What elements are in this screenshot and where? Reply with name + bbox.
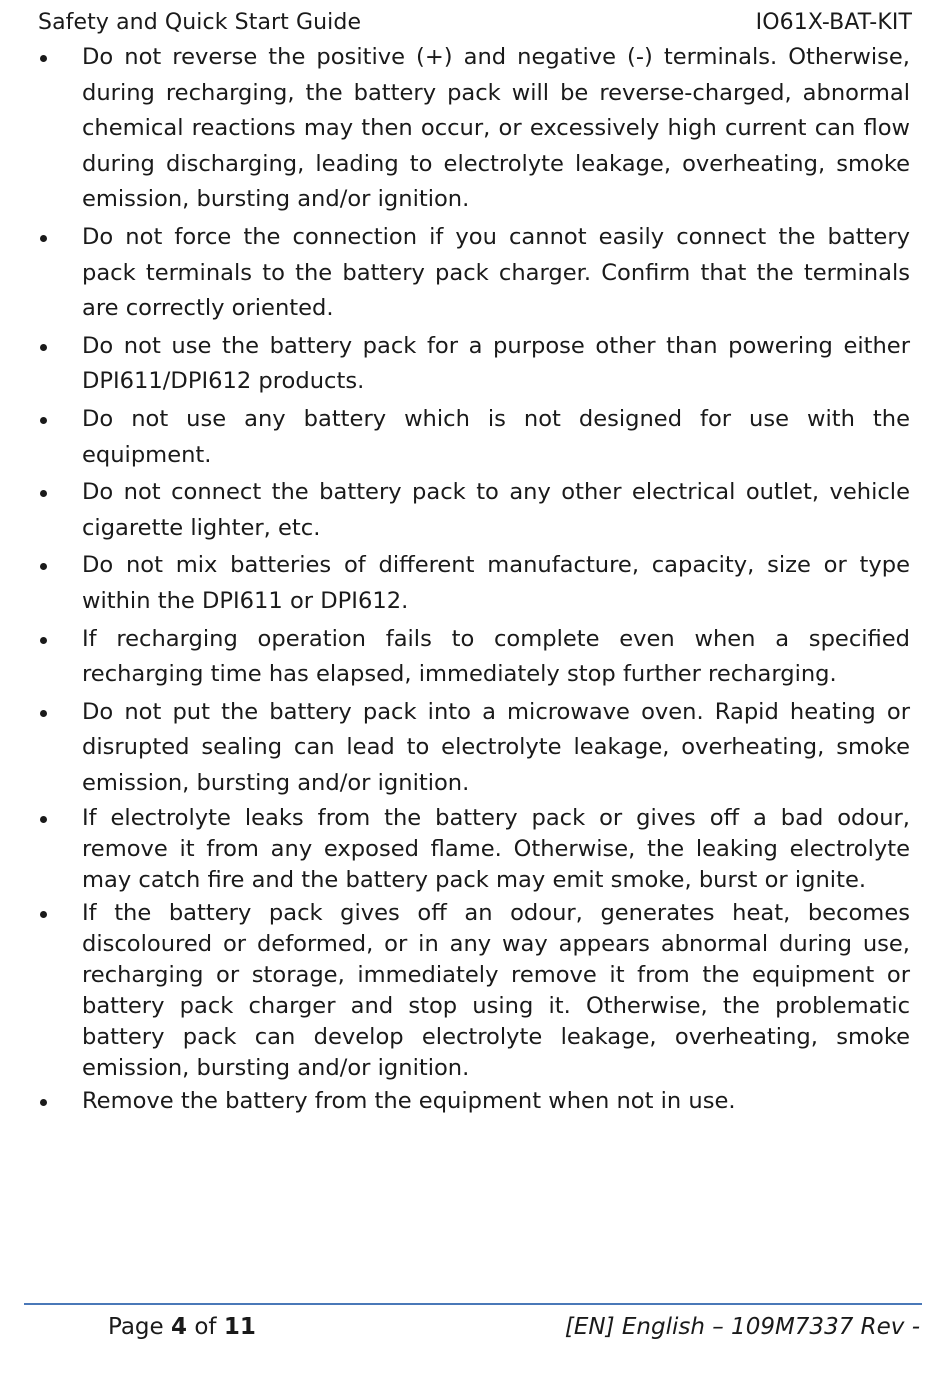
bullet-icon xyxy=(40,911,47,918)
list-item-text: Remove the battery from the equipment when not in use. xyxy=(82,1088,736,1115)
page-footer xyxy=(108,1310,920,1344)
bullet-icon xyxy=(40,563,47,570)
page-of-label: of xyxy=(194,1314,217,1340)
page-header xyxy=(38,6,912,38)
list-item-text: Do not put the battery pack into a microwave oven. Rapid heating or disrupted sealing can lead to electrolyte leakage, overheating, smoke emission, bursting and/or ignition. xyxy=(82,698,910,796)
list-item xyxy=(38,220,910,327)
page-prefix: Page xyxy=(108,1314,164,1340)
bullet-icon xyxy=(40,235,47,242)
list-item xyxy=(38,898,910,1084)
bullet-icon xyxy=(40,490,47,497)
list-item-text: If electrolyte leaks from the battery pack or gives off a bad odour, remove it from any exposed flame. Otherwise, the leaking electrolyte may catch fire and the battery pack may emit smoke, burst or ignite. xyxy=(82,805,910,894)
page-number: 4 xyxy=(171,1314,188,1340)
list-item-text: Do not reverse the positive (+) and negative (-) terminals. Otherwise, during recharging, the battery pack will be reverse-charged, abnormal chemical reactions may then occur, or excessively high current can flow during discharging, leading to electrolyte leakage, overheating, smoke emission, bursting and/or ignition. xyxy=(82,44,910,213)
document-title: Safety and Quick Start Guide xyxy=(38,9,362,35)
list-item xyxy=(38,475,910,546)
list-item-text: Do not use the battery pack for a purpose other than powering either DPI611/DPI612 products. xyxy=(82,332,910,395)
list-item xyxy=(38,402,910,473)
bullet-icon xyxy=(40,1099,47,1106)
product-code: IO61X-BAT-KIT xyxy=(755,9,912,35)
list-item xyxy=(38,1086,910,1117)
bullet-icon xyxy=(40,417,47,424)
document-reference: [EN] English – 109M7337 Rev - xyxy=(564,1314,920,1340)
list-item xyxy=(38,329,910,400)
bullet-icon xyxy=(40,710,47,717)
list-item-text: Do not use any battery which is not designed for use with the equipment. xyxy=(82,405,910,468)
list-item xyxy=(38,548,910,619)
list-item-text: Do not mix batteries of different manufacture, capacity, size or type within the DPI611 or DPI612. xyxy=(82,552,910,614)
footer-divider xyxy=(24,1303,922,1305)
bullet-icon xyxy=(40,344,47,351)
list-item-text: Do not force the connection if you cannot easily connect the battery pack terminals to the battery pack charger. Confirm that the terminals are correctly oriented. xyxy=(82,223,910,322)
list-item-text: If the battery pack gives off an odour, generates heat, becomes discoloured or deformed, or in any way appears abnormal during use, recharging or storage, immediately remove it from the equipment or battery pack charger and stop using it. Otherwise, the problematic battery pack can develop electrolyte leakage, overheating, smoke emission, bursting and/or ignition. xyxy=(82,900,910,1082)
bullet-icon xyxy=(40,816,47,823)
page-total: 11 xyxy=(223,1314,256,1340)
bullet-icon xyxy=(40,55,47,62)
list-item-text: If recharging operation fails to complete even when a specified recharging time has elapsed, immediately stop further recharging. xyxy=(82,625,910,688)
page-indicator xyxy=(108,1314,256,1340)
list-item xyxy=(38,40,910,218)
list-item xyxy=(38,803,910,896)
bullet-icon xyxy=(40,637,47,644)
safety-bullet-list xyxy=(38,40,910,1119)
list-item xyxy=(38,695,910,802)
list-item xyxy=(38,622,910,693)
list-item-text: Do not connect the battery pack to any other electrical outlet, vehicle cigarette lighter, etc. xyxy=(82,479,910,541)
